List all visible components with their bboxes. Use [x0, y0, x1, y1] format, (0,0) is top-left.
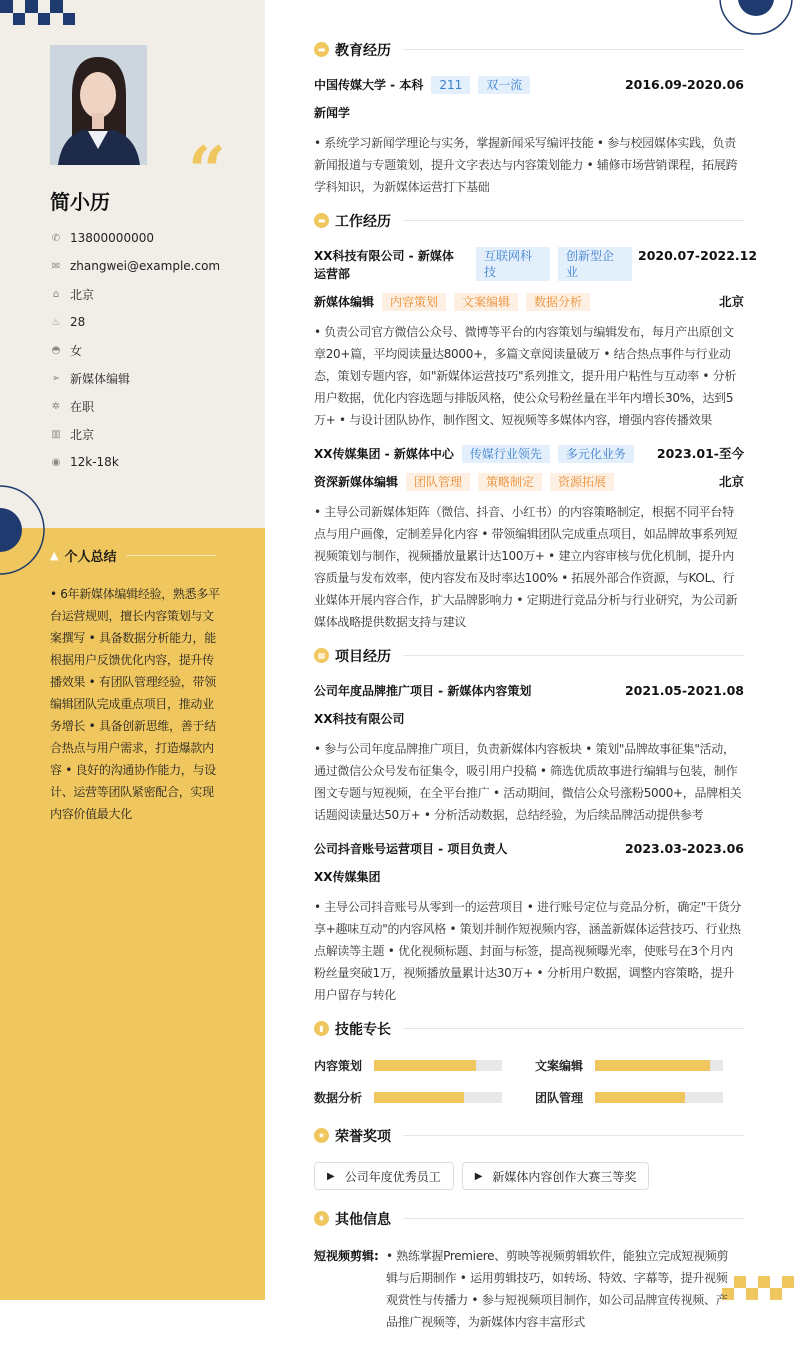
- user-icon: ▲: [50, 549, 59, 562]
- tag: 策略制定: [478, 473, 542, 491]
- job-header: XX传媒集团 - 新媒体中心 传媒行业领先 多元化业务 2023.01-至今: [314, 446, 744, 461]
- skill-item: 数据分析: [314, 1087, 535, 1107]
- project-header: 公司抖音账号运营项目 - 项目负责人 2023.03-2023.06: [314, 841, 744, 856]
- divider: [403, 49, 744, 50]
- job-role: 新媒体编辑 内容策划 文案编辑 数据分析 北京: [314, 294, 744, 309]
- main-content: [314, 41, 758, 1347]
- contact-position: ➢ 新媒体编辑: [51, 371, 131, 386]
- avatar: [50, 45, 147, 165]
- project-desc: • 参与公司年度品牌推广项目，负责新媒体内容板块 • 策划"品牌故事征集"活动，通过微信公众号发布征集令，吸引用户投稿 • 筛选优质故事进行编辑与包装，制作图文专题与短视频，在全平台推广 • 活动期间，微信公众号涨粉5000+，品牌相关话题阅读量达50万+ • 分析活动数据，总结经验，为后续品牌活动提供参考: [314, 742, 742, 822]
- contact-salary: ◉ 12k-18k: [51, 455, 119, 469]
- contact-list: [50, 224, 220, 476]
- other-label: 短视频剪辑:: [314, 1249, 379, 1263]
- checker-decoration-top: [0, 0, 75, 25]
- play-icon: ▶: [474, 1170, 483, 1182]
- divider: [403, 220, 744, 221]
- divider: [403, 1135, 744, 1136]
- skill-item: 团队管理: [535, 1087, 744, 1107]
- job-desc: • 主导公司新媒体矩阵（微信、抖音、小红书）的内容策略制定，根据不同平台特点与用户画像，定制差异化内容 • 带领编辑团队完成重点项目，如品牌故事系列短视频策划与制作，视频播放量累计达100万+ • 建立内容审核与优化机制，提升内容质量与发布效率，使内容发布及时率达100% • 拓展外部合作资源，与KOL、行业媒体开展内容合作，扩大品牌影响力 • 定期进行竞品分析与行业研究，为公司新媒体战略提供数据支持与建议: [314, 505, 738, 629]
- education-icon: ▬: [314, 42, 329, 57]
- tag: 传媒行业领先: [462, 445, 550, 463]
- section-education: ▬ 教育经历: [314, 41, 744, 58]
- contact-phone: ✆ 13800000000: [51, 231, 154, 245]
- tag: 数据分析: [526, 293, 590, 311]
- skill-bar: [595, 1060, 723, 1071]
- skill-bar-fill: [595, 1060, 710, 1071]
- contact-gender: ◓ 女: [51, 343, 83, 358]
- play-icon: ▶: [327, 1170, 335, 1182]
- tag: 互联网科技: [476, 247, 550, 281]
- other-info: [314, 1245, 744, 1347]
- skill-list: [314, 1055, 744, 1107]
- contact-location: ⌂ 北京: [50, 280, 220, 308]
- contact-status: ✲ 在职: [51, 399, 95, 414]
- mail-icon: ✉: [51, 260, 61, 272]
- quote-mark-icon: “: [188, 132, 226, 210]
- skill-item: 文案编辑: [535, 1055, 744, 1075]
- award-list: [314, 1162, 744, 1190]
- tag: 资源拓展: [550, 473, 614, 491]
- award-item: ▶ 新媒体内容创作大赛三等奖: [462, 1162, 650, 1190]
- summary-section: [50, 546, 220, 825]
- building-icon: ▥: [51, 428, 61, 440]
- tag: 文案编辑: [454, 293, 518, 311]
- status-icon: ✲: [51, 400, 61, 412]
- divider: [403, 655, 744, 656]
- chart-icon: ▮: [314, 1021, 329, 1036]
- section-other: ♦ 其他信息: [314, 1210, 744, 1227]
- send-icon: ➢: [51, 372, 61, 384]
- circle-decoration-top: [718, 0, 794, 38]
- circle-decoration-left: [0, 484, 50, 576]
- candidate-name: 简小历: [50, 190, 110, 214]
- summary-heading: ▲ 个人总结: [50, 546, 216, 565]
- skill-bar-fill: [595, 1092, 685, 1103]
- info-icon: ♦: [314, 1211, 329, 1226]
- skill-item: 内容策划: [314, 1055, 535, 1075]
- job-desc: • 负责公司官方微信公众号、微博等平台的内容策划与编辑发布，每月产出原创文章20+篇，平均阅读量达8000+，多篇文章阅读量破万 • 结合热点事件与行业动态，策划专题内容，如"新媒体运营技巧"系列推文，提升用户粘性与互动率 • 分析用户数据，优化内容选题与排版风格，使公众号粉丝量在半年内增长30%，达到5万+ • 与设计团队协作，制作图文、短视频等多媒体内容，增强内容传播效果: [314, 325, 737, 427]
- skill-bar: [374, 1092, 502, 1103]
- project-header: 公司年度品牌推广项目 - 新媒体内容策划 2021.05-2021.08: [314, 683, 744, 698]
- summary-text: • 6年新媒体编辑经验，熟悉多平台运营规则，擅长内容策划与文案撰写 • 具备数据分析能力，能根据用户反馈优化内容，提升传播效果 • 有团队管理经验，带领编辑团队完成重点项目，推动业务增长 • 具备创新思维，善于结合热点与用户需求，打造爆款内容 • 良好的沟通协作能力，与设计、运营等团队紧密配合，实现内容价值最大化: [50, 587, 220, 821]
- contact-age: ♨ 28: [51, 315, 86, 329]
- contact-email: ✉ zhangwei@example.com: [51, 259, 221, 273]
- tag: 211: [431, 76, 470, 94]
- section-work: ▬ 工作经历: [314, 212, 744, 229]
- education-header: 中国传媒大学 - 本科 211 双一流 2016.09-2020.06: [314, 77, 744, 92]
- project-org: XX科技有限公司: [314, 712, 405, 726]
- skill-bar-fill: [374, 1060, 476, 1071]
- tag: 多元化业务: [558, 445, 634, 463]
- education-desc: • 系统学习新闻学理论与实务，掌握新闻采写编评技能 • 参与校园媒体实践，负责新闻报道与专题策划，提升文字表达与内容策划能力 • 辅修市场营销课程，拓展跨学科知识，为新媒体运营打下基础: [314, 136, 738, 194]
- other-text: • 熟练掌握Premiere、剪映等视频剪辑软件，能独立完成短视频剪辑与后期制作 • 运用剪辑技巧，如转场、特效、字幕等，提升视频观赏性与传播力 • 参与短视频项目制作，如公司品牌宣传视频、产品推广视频等，为新媒体内容丰富形式: [386, 1249, 729, 1329]
- grid-icon: ▦: [314, 648, 329, 663]
- project-desc: • 主导公司抖音账号从零到一的运营项目 • 进行账号定位与竞品分析，确定"干货分享+趣味互动"的内容风格 • 策划并制作短视频内容，涵盖新媒体运营技巧、行业热点解读等主题 • 优化视频标题、封面与标签，提高视频曝光率，使账号在3个月内粉丝量突破1万，视频播放量累计达30万+ • 分析用户数据，调整内容策略，提升用户留存与转化: [314, 900, 742, 1002]
- medal-icon: ★: [314, 1128, 329, 1143]
- project-org: XX传媒集团: [314, 870, 381, 884]
- section-skills: ▮ 技能专长: [314, 1020, 744, 1037]
- tag: 创新型企业: [558, 247, 632, 281]
- education-major: 新闻学: [314, 106, 351, 120]
- job-header: XX科技有限公司 - 新媒体运营部 互联网科技 创新型企业 2020.07-2022.12: [314, 248, 758, 281]
- home-icon: ⌂: [52, 288, 60, 300]
- gender-icon: ◓: [51, 344, 61, 356]
- divider: [403, 1218, 744, 1219]
- section-awards: ★ 荣誉奖项: [314, 1127, 744, 1144]
- divider: [403, 1028, 744, 1029]
- section-projects: ▦ 项目经历: [314, 647, 744, 664]
- skill-bar: [374, 1060, 502, 1071]
- cake-icon: ♨: [51, 316, 61, 328]
- skill-bar: [595, 1092, 723, 1103]
- tag: 团队管理: [406, 473, 470, 491]
- job-role: 资深新媒体编辑 团队管理 策略制定 资源拓展 北京: [314, 474, 744, 489]
- award-item: ▶ 公司年度优秀员工: [314, 1162, 454, 1190]
- divider: [126, 555, 216, 556]
- phone-icon: ✆: [51, 232, 61, 244]
- skill-bar-fill: [374, 1092, 464, 1103]
- tag: 双一流: [478, 76, 530, 94]
- salary-icon: ◉: [51, 456, 61, 468]
- briefcase-icon: ▬: [314, 213, 329, 228]
- contact-city: ▥ 北京: [51, 427, 95, 442]
- tag: 内容策划: [382, 293, 446, 311]
